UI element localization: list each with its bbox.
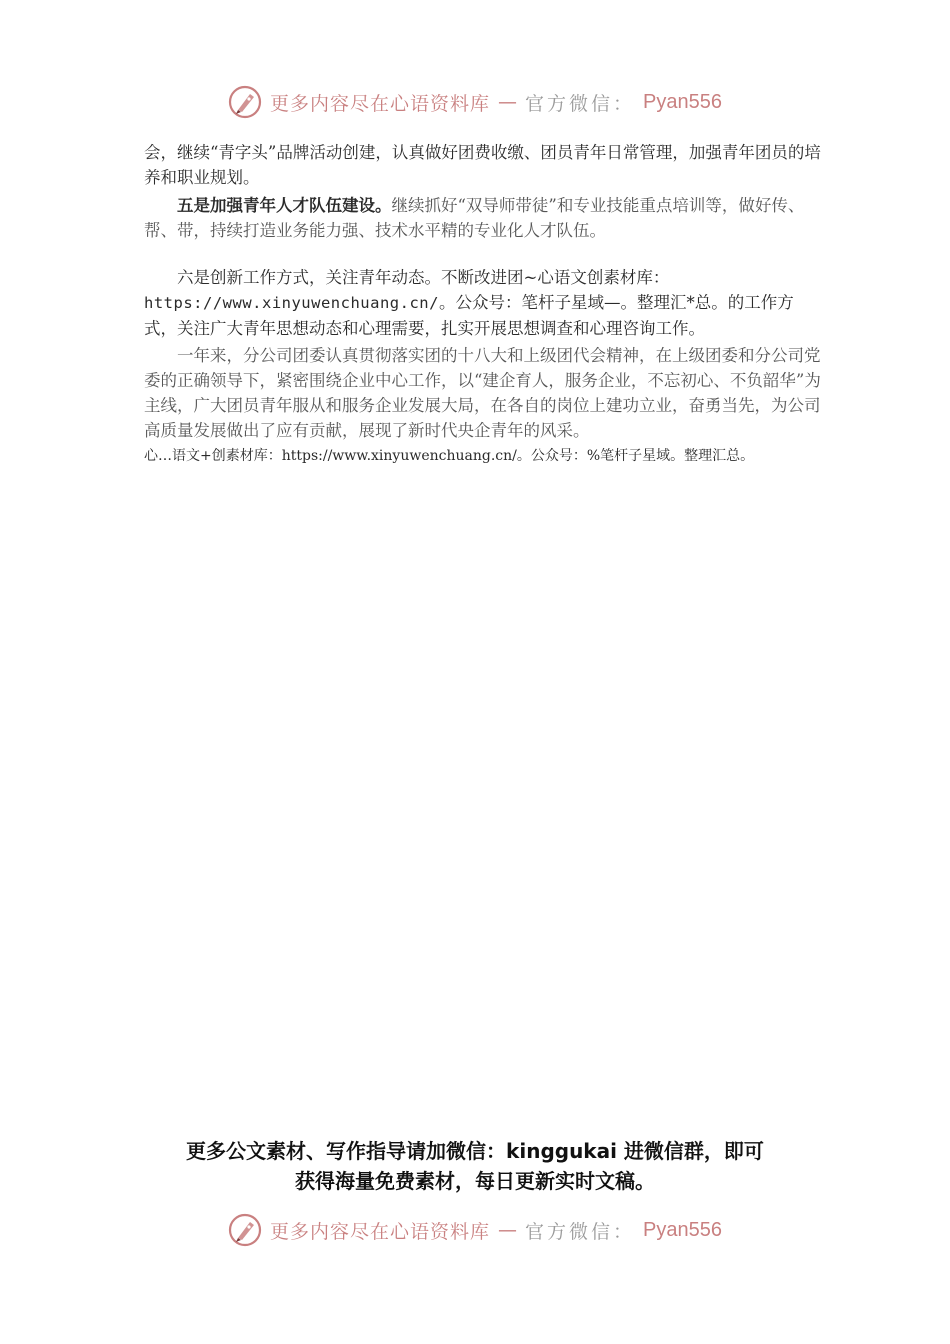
footer-banner-official-label: 官方微信：	[525, 1220, 636, 1243]
paragraph-summary: 一年来，分公司团委认真贯彻落实团的十八大和上级团代会精神，在上级团委和分公司党委的正确领导下，紧密围绕企业中心工作，以“建企育人，服务企业，不忘初心、不负韶华”为主线，广大团员青年服从和服务企业发展大局，在各自的岗位上建功立业，奋勇当先，为公司高质量发展做出了应有贡献，展现了新时代央企青年的风采。	[144, 346, 821, 440]
source-note: 心…语文+创素材库：https://www.xinyuwenchuang.cn/。公众号：%笔杆子星域。整理汇总。	[144, 448, 755, 464]
paragraph-continuation: 会，继续“青字头”品牌活动创建，认真做好团费收缴、团员青年日常管理，加强青年团员的培养和职业规划。	[144, 143, 821, 187]
footer-ad-line-1: 更多公文素材、写作指导请加微信：kinggukai 进微信群，即可	[186, 1139, 764, 1163]
footer-banner	[0, 1210, 950, 1250]
paragraph-innovation	[144, 265, 824, 341]
banner-account: Pyan556	[643, 90, 722, 113]
paragraph-talent-heading: 五是加强青年人才队伍建设。	[177, 196, 392, 215]
footer-banner-slogan: 更多内容尽在心语资料库	[270, 1220, 491, 1243]
header-banner	[0, 82, 950, 122]
footer-ad-line-2: 获得海量免费素材，每日更新实时文稿。	[295, 1169, 655, 1193]
banner-official-label: 官方微信：	[525, 92, 636, 115]
paragraph-talent	[144, 193, 824, 243]
banner-slogan: 更多内容尽在心语资料库	[270, 92, 491, 115]
paragraph-innovation-url: https://www.xinyuwenchuang.cn/	[144, 294, 439, 312]
footer-banner-dash: —	[498, 1219, 518, 1241]
banner-dash: —	[498, 91, 518, 113]
paragraph-innovation-lead: 六是创新工作方式，关注青年动态。不断改进团~心语文创素材库：	[177, 268, 670, 287]
pen-nib-logo-icon	[228, 1213, 262, 1247]
paragraph-innovation-body: 。公众号：笔杆子星域—。整理汇*总。的工作方式，关注广大青年思想动态和心理需要，扎实开展思想调查和心理咨询工作。	[144, 293, 794, 338]
footer-advertisement	[0, 1136, 950, 1196]
pen-nib-logo-icon	[228, 85, 262, 119]
paragraph-talent-body: 继续抓好“双导师带徒”和专业技能重点培训等，做好传、帮、带，持续打造业务能力强、技术水平精的专业化人才队伍。	[144, 196, 805, 240]
footer-banner-account: Pyan556	[643, 1218, 722, 1241]
document-body	[144, 140, 824, 467]
